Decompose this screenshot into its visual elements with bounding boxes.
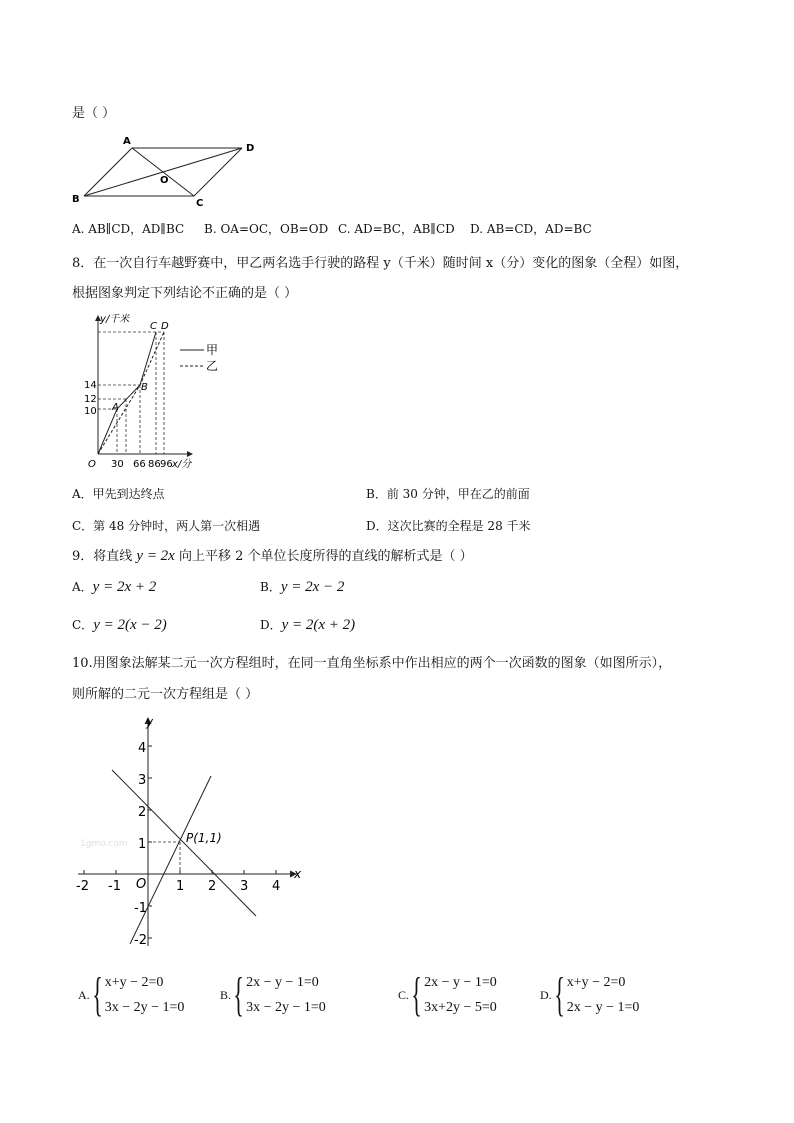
q10-option-d-eq2: 2x − y − 1=0 — [566, 1000, 640, 1015]
left-brace-icon: { — [411, 968, 422, 1021]
q8-option-b[interactable]: B．前 30 分钟，甲在乙的前面 — [366, 487, 530, 501]
origin-label: O — [136, 877, 147, 892]
q8-distance-time-graph — [84, 310, 244, 474]
q9-option-a-expr: y = 2x + 2 — [92, 579, 157, 595]
point-a-label: A — [112, 402, 119, 413]
q10-option-b-eq2: 3x − 2y − 1=0 — [246, 1000, 326, 1015]
q10-option-b-label: B. — [220, 987, 232, 1002]
label-c: C — [196, 198, 204, 208]
legend-jia: 甲 — [206, 343, 219, 357]
q8-stem-line2: 根据图象判定下列结论不正确的是（ ） — [72, 286, 298, 301]
x-tick--1: -1 — [108, 879, 121, 894]
x-tick--2: -2 — [76, 879, 89, 894]
q7-option-a[interactable]: A. AB∥CD，AD∥BC — [72, 222, 185, 236]
line-x-plus-y-eq-2 — [112, 770, 256, 916]
q10-option-c-label: C. — [398, 987, 410, 1002]
q10-option-a-label: A. — [78, 987, 90, 1002]
x-tick-96: 96 — [160, 459, 173, 470]
watermark: 1gmo.com — [80, 839, 128, 849]
q10-stem-line1: 10.用图象法解某二元一次方程组时，在同一直角坐标系中作出相应的两个一次函数的图象（如图所示）， — [72, 656, 672, 671]
q9-stem — [72, 545, 473, 565]
q7-option-c[interactable]: C. AD=BC，AB∥CD — [338, 222, 455, 236]
q9-option-c-expr: y = 2(x − 2) — [93, 617, 167, 633]
q10-option-c-eq1: 2x − y − 1=0 — [424, 975, 497, 990]
x-tick-30: 30 — [111, 459, 124, 470]
q9-stem-post: 向上平移 2 个单位长度所得的直线的解析式是（ ） — [174, 549, 473, 564]
x-axis-label: x — [294, 867, 302, 881]
q8-option-a[interactable]: A．甲先到达终点 — [72, 487, 165, 501]
q9-option-d-expr: y = 2(x + 2) — [281, 617, 356, 633]
left-brace-icon: { — [92, 968, 103, 1021]
point-d-label: D — [161, 321, 169, 332]
label-a: A — [123, 136, 131, 147]
y-tick-12: 12 — [84, 394, 97, 405]
q9-option-a-label: A． — [72, 580, 93, 594]
q7-option-b[interactable]: B. OA=OC，OB=OD — [204, 222, 329, 236]
q9-option-d[interactable] — [260, 616, 355, 634]
q10-option-b[interactable] — [220, 970, 326, 1020]
q9-option-d-label: D． — [260, 618, 282, 632]
q7-stem-tail: 是（ ） — [72, 106, 116, 121]
legend-yi: 乙 — [206, 359, 219, 373]
x-axis-label: x/分 — [172, 459, 192, 470]
q10-option-c-eq2: 3x+2y − 5=0 — [424, 1000, 497, 1015]
q7-parallelogram-figure — [66, 132, 266, 208]
q10-option-d-label: D. — [540, 987, 552, 1002]
y-tick-1: 1 — [138, 837, 147, 852]
q9-option-c-label: C． — [72, 618, 94, 632]
q8-option-d[interactable]: D．这次比赛的全程是 28 千米 — [366, 519, 531, 533]
y-tick-3: 3 — [138, 773, 147, 788]
label-o: O — [160, 175, 169, 186]
q8-option-c[interactable]: C．第 48 分钟时，两人第一次相遇 — [72, 519, 261, 533]
q9-stem-pre: 9．将直线 — [72, 549, 137, 564]
y-tick--1: -1 — [134, 901, 147, 916]
q9-option-c[interactable] — [72, 616, 167, 634]
y-tick-2: 2 — [138, 805, 147, 820]
label-b: B — [72, 194, 80, 205]
y-tick-4: 4 — [138, 741, 147, 756]
y-tick-14: 14 — [84, 380, 97, 391]
q10-stem-line2: 则所解的二元一次方程组是（ ） — [72, 687, 259, 702]
x-tick-1: 1 — [176, 879, 185, 894]
origin-label: O — [88, 459, 96, 470]
left-brace-icon: { — [233, 968, 244, 1021]
q9-option-a[interactable] — [72, 578, 156, 596]
label-d: D — [246, 143, 255, 154]
x-tick-3: 3 — [240, 879, 249, 894]
q10-option-a-eq2: 3x − 2y − 1=0 — [104, 1000, 185, 1015]
q8-stem-line1: 8．在一次自行车越野赛中，甲乙两名选手行驶的路程 y（千米）随时间 x（分）变化的图象（全程）如图， — [72, 256, 689, 271]
left-brace-icon: { — [554, 968, 565, 1021]
q9-option-b-expr: y = 2x − 2 — [280, 579, 345, 595]
q10-option-d-eq1: x+y − 2=0 — [566, 975, 626, 990]
x-tick-4: 4 — [272, 879, 281, 894]
y-axis-label: y/千米 — [100, 314, 130, 325]
y-axis-label: y — [146, 715, 154, 729]
q9-stem-expr: y = 2x — [136, 548, 175, 564]
yi-line — [98, 332, 164, 454]
point-c-label: C — [150, 321, 157, 332]
y-tick--2: -2 — [134, 933, 147, 948]
q10-option-b-eq1: 2x − y − 1=0 — [246, 975, 319, 990]
x-tick-66: 66 — [133, 459, 146, 470]
q10-option-c[interactable] — [398, 970, 497, 1020]
y-tick-10: 10 — [84, 406, 97, 417]
jia-line — [98, 332, 156, 454]
q10-option-a[interactable] — [78, 970, 184, 1020]
q9-option-b-label: B． — [260, 580, 281, 594]
q7-option-d[interactable]: D. AB=CD，AD=BC — [470, 222, 592, 236]
point-b-label: B — [141, 382, 148, 393]
q10-option-d[interactable] — [540, 970, 639, 1020]
point-p-label: P(1,1) — [186, 831, 222, 845]
x-tick-2: 2 — [208, 879, 217, 894]
x-tick-86: 86 — [148, 459, 161, 470]
q9-option-b[interactable] — [260, 578, 344, 596]
q10-option-a-eq1: x+y − 2=0 — [104, 975, 164, 990]
q10-coordinate-graph — [74, 710, 310, 950]
